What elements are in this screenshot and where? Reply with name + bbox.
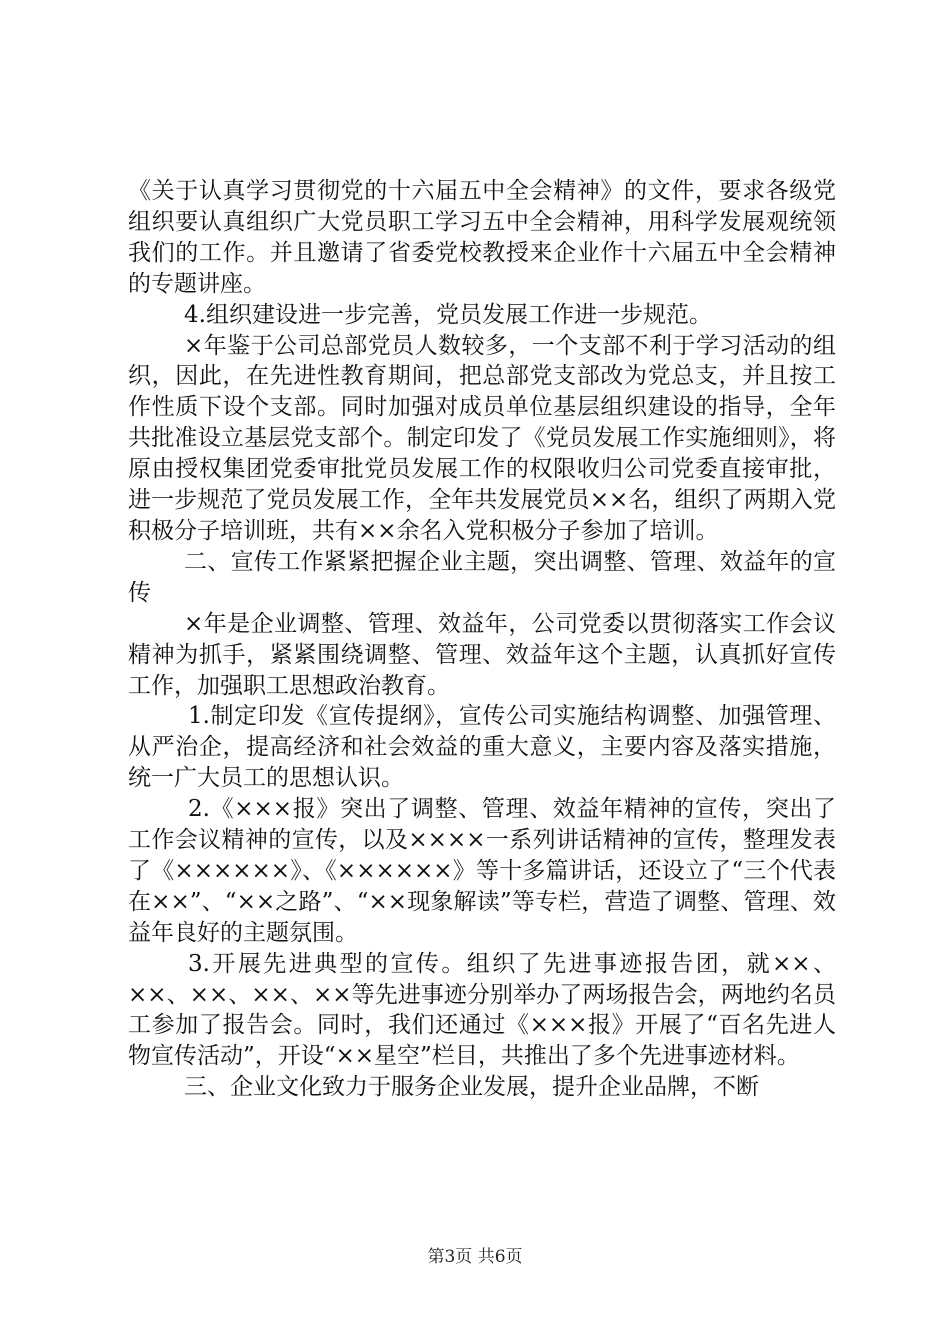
paragraph-continuation: 《关于认真学习贯彻党的十六届五中全会精神》的文件，要求各级党组织要认真组织广大党员职工学习五中全会精神，用科学发展观统领我们的工作。并且邀请了省委党校教授来企业作十六届五中全会精神的专题讲座。 <box>128 178 836 297</box>
paragraph-org-building-heading: 4.组织建设进一步完善，党员发展工作进一步规范。 <box>184 301 712 328</box>
page-number-footer: 第3页 共6页 <box>427 1247 523 1267</box>
section-heading-publicity: 二、宣传工作紧紧把握企业主题，突出调整、管理、效益年的宣传 <box>128 548 836 606</box>
section-heading-culture: 三、企业文化致力于服务企业发展，提升企业品牌，不断 <box>184 1074 759 1101</box>
paragraph-publicity-intro: ×年是企业调整、管理、效益年，公司党委以贯彻落实工作会议精神为抓手，紧紧围绕调整、管理、效益年这个主题，认真抓好宣传工作，加强职工思想政治教育。 <box>128 610 836 699</box>
paragraph-publicity-item-1: 1.制定印发《宣传提纲》，宣传公司实施结构调整、加强管理、从严治企，提高经济和社会效益的重大意义，主要内容及落实措施，统一广大员工的思想认识。 <box>128 703 836 792</box>
document-body <box>128 176 836 1103</box>
paragraph-publicity-item-2: 2.《×××报》突出了调整、管理、效益年精神的宣传，突出了工作会议精神的宣传，以及××××一系列讲话精神的宣传，整理发表了《××××××》、《××××××》等十多篇讲话，还设立了“三个代表在××”、“××之路”、“××现象解读”等专栏，营造了调整、管理、效益年良好的主题氛围。 <box>128 796 836 946</box>
paragraph-org-building-body: ×年鉴于公司总部党员人数较多，一个支部不利于学习活动的组织，因此，在先进性教育期间，把总部党支部改为党总支，并且按工作性质下设个支部。同时加强对成员单位基层组织建设的指导，全年共批准设立基层党支部个。制定印发了《党员发展工作实施细则》，将原由授权集团党委审批党员发展工作的权限收归公司党委直接审批，进一步规范了党员发展工作，全年共发展党员××名，组织了两期入党积极分子培训班，共有××余名入党积极分子参加了培训。 <box>128 332 836 544</box>
paragraph-publicity-item-3: 3.开展先进典型的宣传。组织了先进事迹报告团，就××、××、××、××、××等先进事迹分别举办了两场报告会，两地约名员工参加了报告会。同时，我们还通过《×××报》开展了“百名先进人物宣传活动”，开设“××星空”栏目，共推出了多个先进事迹材料。 <box>128 950 836 1070</box>
